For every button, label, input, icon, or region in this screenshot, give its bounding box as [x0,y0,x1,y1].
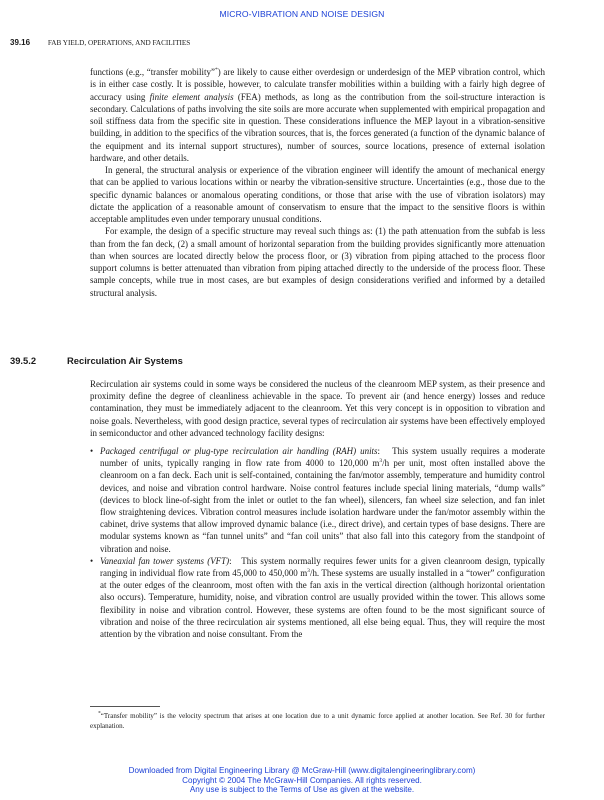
footnote-divider [90,706,160,707]
bullet-glyph: • [90,555,94,566]
section-number: 39.5.2 [10,355,37,366]
paragraph: In general, the structural analysis or experience of the vibration engineer will identify the amount of mechanical energy that can be applied to various locations within or nearby the vibration-sensitive structure. Uncertainties (e.g., those due to the specific dynamic balances or anomalous operating conditions, or those that arise with the use of vibration isolators) may dictate the application of a reasonable amount of conservatism to ensure that the impact to the sensitive floors is within acceptable amplitudes even under temporary unusual conditions. [90,165,545,224]
paragraph: For example, the design of a specific structure may reveal such things as: (1) the path attenuation from the subfab is less than from the fan deck, (2) a small amount of horizontal separation from the building provides significantly more attenuation than when sources are located directly below the process floor, or (3) vibration from piping attached to the process floor support columns is better attenuated than vibration from piping attached directly to the underside of the process floor. These sample concepts, while true in most cases, are but examples of design considerations verified and informed by a detailed structural analysis. [90,226,545,298]
superscript: 3 [307,568,310,575]
bullet-item [90,445,545,555]
running-head [10,38,600,47]
section-heading [10,355,570,366]
footnote [90,712,545,731]
footer-download-line[interactable]: Downloaded from Digital Engineering Library @ McGraw-Hill (www.digitalengineeringlibrary.com) [128,766,476,775]
download-footer [0,766,604,795]
text-run: : [377,446,380,457]
footnote-mark: * [98,710,101,717]
footer-terms-line[interactable]: Any use is subject to the Terms of Use as given at the website. [189,785,415,795]
page-number: 39.16 [10,38,31,47]
chapter-banner: MICRO-VIBRATION AND NOISE DESIGN [219,9,385,19]
intro-text [90,66,545,299]
text-run: /h per unit, most often installed above the cleanroom on a fan deck. Each unit is self-contained, containing the fan/motor assembly, temperature and humidity control devices, and noise and vibration control hardware. Noise control features include special lining materials, “dump walls” (devices to block line-of-sight from the inlet or outlet to the fan wheel), silencers, fan wheel size selection, and fan inlet flow straightening devices. Vibration control measures include isolation hardware under the fan/motor assembly within the cabinet, drive systems that allow improved dynamic balance (i.e., direct drive), and certain types of base designs. There are modular systems known as “fan tunnel units” and “fan coil units” that also fall into this category from the standpoint of vibration and noise. [100,458,545,554]
text-run: functions (e.g., “transfer mobility” [90,67,215,77]
superscript: 3 [379,458,383,465]
section-title: Recirculation Air Systems [67,355,183,366]
text-run: : [229,555,232,566]
book-section-title: FAB YIELD, OPERATIONS, AND FACILITIES [47,39,191,47]
bullet-title: Vaneaxial fan tower systems (VFT) [100,555,230,566]
bullet-title: Packaged centrifugal or plug-type recirculation air handling (RAH) units [100,446,378,457]
paragraph [90,66,545,164]
text-run: This system usually requires a moderate number of units, typically ranging in flow rate from 4000 to 120,000 m [100,446,545,469]
text-run: (FEA) methods, as long as the contribution from the soil-structure interaction is secondary. Calculations of paths involving the site soils are more accurate when supplemented with empirical propagation and soil stiffness data from the specific site in question. These considerations influence the MEP layout in a vibration-sensitive building, in addition to the specifics of the vibration sources, that is, the forces generated (a function of the dynamic balance of the equipment and its internal support structures), number of sources, source locations, presence of external isolation hardware, and other details. [90,91,545,163]
bullet-item [90,555,545,640]
footnote-text: “Transfer mobility” is the velocity spectrum that arises at one location due to a unit dynamic force applied at another location. See Ref. 30 for further explanation. [90,712,545,730]
text-run: /h. These systems are usually installed in a “tower” configuration at the outer edges of the cleanroom, most often with the fan axis in the vertical direction (although horizontal orientation also occurs). Temperature, humidity, noise, and vibration control are usually provided within the tower. This allows some flexibility in noise and vibration control. However, these systems are often found to be the most significant source of vibration and noise of the three recirculation air systems mentioned, all else being equal. Thus, they will require the most attention by the vibration and noise consultant. From the [100,568,545,640]
footer-copyright-line: Copyright © 2004 The McGraw-Hill Companies. All rights reserved. [182,775,422,785]
bullet-glyph: • [90,446,94,457]
text-run: This system normally requires fewer units for a given cleanroom design, typically ranging in individual flow rate from 45,000 to 450,000 m [100,555,546,579]
text-run: ) are likely to cause either overdesign or underdesign of the MEP vibration control, which is in either case costly. It is possible, however, to calculate transfer mobilities within a building with a fairly high degree of accuracy using [90,67,546,102]
emphasis: finite element analysis [149,91,234,102]
footnote-ref: * [214,67,218,74]
paragraph: Recirculation air systems could in some ways be considered the nucleus of the cleanroom MEP system, as their presence and proximity define the degree of cleanliness achievable in the space. To prevent air (and hence energy) losses and reduce contamination, they must be immediately adjacent to the cleanroom. Yet this very concept is in opposition to vibration and noise goals. Nevertheless, with good design practice, several types of recirculation air systems have been effectively employed in semiconductor and other advanced technology facility designs: [90,379,545,438]
section-text [90,378,545,640]
